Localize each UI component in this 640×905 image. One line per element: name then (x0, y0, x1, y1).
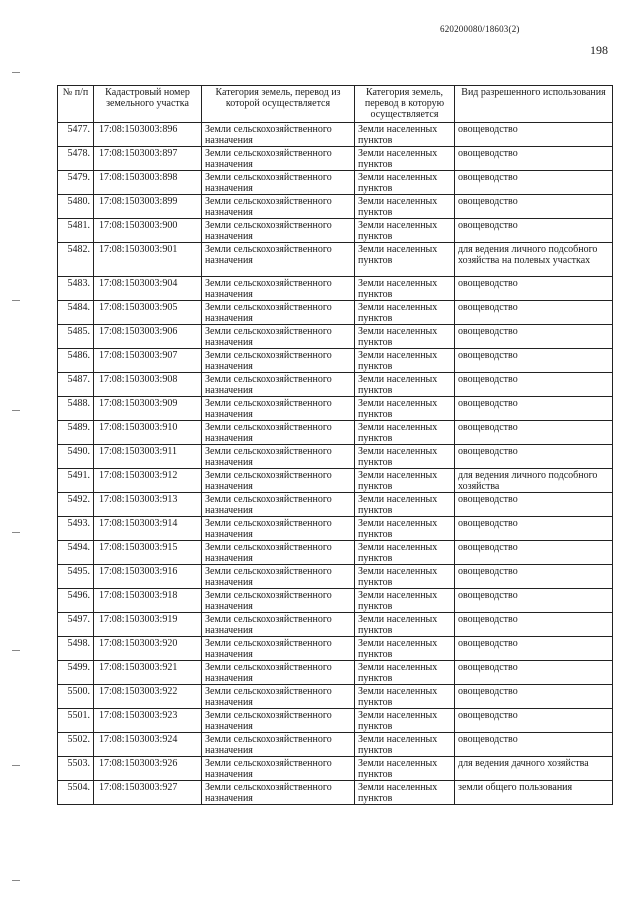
row-number: 5483. (58, 277, 94, 301)
category-from: Земли сельскохозяйственного назначения (202, 325, 355, 349)
category-to: Земли населенных пунктов (355, 565, 455, 589)
category-from: Земли сельскохозяйственного назначения (202, 781, 355, 805)
table-row (58, 349, 613, 373)
cadastral-number: 17:08:1503003:916 (94, 565, 202, 589)
cadastral-number: 17:08:1503003:924 (94, 733, 202, 757)
cadastral-number: 17:08:1503003:905 (94, 301, 202, 325)
cadastral-number: 17:08:1503003:927 (94, 781, 202, 805)
table-row (58, 541, 613, 565)
row-number: 5478. (58, 147, 94, 171)
permitted-use: овощеводство (455, 421, 613, 445)
table-row (58, 445, 613, 469)
category-to: Земли населенных пунктов (355, 781, 455, 805)
category-from: Земли сельскохозяйственного назначения (202, 147, 355, 171)
table-row (58, 421, 613, 445)
category-to: Земли населенных пунктов (355, 541, 455, 565)
cadastral-number: 17:08:1503003:915 (94, 541, 202, 565)
category-from: Земли сельскохозяйственного назначения (202, 397, 355, 421)
permitted-use: для ведения дачного хозяйства (455, 757, 613, 781)
cadastral-number: 17:08:1503003:900 (94, 219, 202, 243)
category-to: Земли населенных пунктов (355, 277, 455, 301)
row-number: 5493. (58, 517, 94, 541)
margin-mark (12, 765, 20, 766)
permitted-use: овощеводство (455, 219, 613, 243)
permitted-use: овощеводство (455, 661, 613, 685)
permitted-use: овощеводство (455, 301, 613, 325)
category-to: Земли населенных пунктов (355, 123, 455, 147)
category-to: Земли населенных пунктов (355, 373, 455, 397)
row-number: 5488. (58, 397, 94, 421)
category-from: Земли сельскохозяйственного назначения (202, 421, 355, 445)
row-number: 5489. (58, 421, 94, 445)
category-to: Земли населенных пунктов (355, 171, 455, 195)
category-from: Земли сельскохозяйственного назначения (202, 589, 355, 613)
row-number: 5486. (58, 349, 94, 373)
cadastral-number: 17:08:1503003:920 (94, 637, 202, 661)
category-from: Земли сельскохозяйственного назначения (202, 195, 355, 219)
row-number: 5490. (58, 445, 94, 469)
permitted-use: овощеводство (455, 325, 613, 349)
row-number: 5496. (58, 589, 94, 613)
category-from: Земли сельскохозяйственного назначения (202, 709, 355, 733)
permitted-use: овощеводство (455, 349, 613, 373)
cadastral-number: 17:08:1503003:898 (94, 171, 202, 195)
category-to: Земли населенных пунктов (355, 709, 455, 733)
row-number: 5477. (58, 123, 94, 147)
row-number: 5503. (58, 757, 94, 781)
cadastral-number: 17:08:1503003:913 (94, 493, 202, 517)
category-from: Земли сельскохозяйственного назначения (202, 565, 355, 589)
row-number: 5504. (58, 781, 94, 805)
cadastral-number: 17:08:1503003:904 (94, 277, 202, 301)
row-number: 5482. (58, 243, 94, 277)
table-row (58, 123, 613, 147)
category-to: Земли населенных пунктов (355, 613, 455, 637)
category-from: Земли сельскохозяйственного назначения (202, 277, 355, 301)
cadastral-number: 17:08:1503003:912 (94, 469, 202, 493)
category-to: Земли населенных пунктов (355, 243, 455, 277)
category-to: Земли населенных пунктов (355, 421, 455, 445)
row-number: 5481. (58, 219, 94, 243)
cadastral-number: 17:08:1503003:896 (94, 123, 202, 147)
category-to: Земли населенных пунктов (355, 685, 455, 709)
category-from: Земли сельскохозяйственного назначения (202, 733, 355, 757)
row-number: 5502. (58, 733, 94, 757)
column-header-permitted-use: Вид разрешенного использования (455, 86, 613, 123)
table-row (58, 147, 613, 171)
category-from: Земли сельскохозяйственного назначения (202, 123, 355, 147)
permitted-use: овощеводство (455, 123, 613, 147)
row-number: 5497. (58, 613, 94, 637)
category-from: Земли сельскохозяйственного назначения (202, 493, 355, 517)
table-row (58, 637, 613, 661)
permitted-use: овощеводство (455, 541, 613, 565)
table-row (58, 685, 613, 709)
cadastral-number: 17:08:1503003:911 (94, 445, 202, 469)
table-row (58, 277, 613, 301)
table-row (58, 733, 613, 757)
cadastral-number: 17:08:1503003:919 (94, 613, 202, 637)
margin-mark (12, 880, 20, 881)
category-from: Земли сельскохозяйственного назначения (202, 171, 355, 195)
table-row (58, 469, 613, 493)
category-to: Земли населенных пунктов (355, 517, 455, 541)
category-to: Земли населенных пунктов (355, 445, 455, 469)
permitted-use: овощеводство (455, 277, 613, 301)
page-number: 198 (590, 43, 608, 57)
row-number: 5501. (58, 709, 94, 733)
category-from: Земли сельскохозяйственного назначения (202, 541, 355, 565)
permitted-use: земли общего пользования (455, 781, 613, 805)
category-from: Земли сельскохозяйственного назначения (202, 243, 355, 277)
permitted-use: овощеводство (455, 171, 613, 195)
permitted-use: овощеводство (455, 709, 613, 733)
table-row (58, 565, 613, 589)
row-number: 5479. (58, 171, 94, 195)
category-from: Земли сельскохозяйственного назначения (202, 219, 355, 243)
permitted-use: для ведения личного подсобного хозяйства (455, 469, 613, 493)
category-from: Земли сельскохозяйственного назначения (202, 757, 355, 781)
cadastral-number: 17:08:1503003:897 (94, 147, 202, 171)
category-to: Земли населенных пунктов (355, 733, 455, 757)
category-to: Земли населенных пунктов (355, 301, 455, 325)
cadastral-number: 17:08:1503003:906 (94, 325, 202, 349)
column-header-cadastral: Кадастровый номер земельного участка (94, 86, 202, 123)
table-row (58, 373, 613, 397)
row-number: 5480. (58, 195, 94, 219)
table-row (58, 325, 613, 349)
table-row (58, 493, 613, 517)
table-row (58, 397, 613, 421)
permitted-use: овощеводство (455, 493, 613, 517)
row-number: 5491. (58, 469, 94, 493)
category-from: Земли сельскохозяйственного назначения (202, 349, 355, 373)
permitted-use: овощеводство (455, 195, 613, 219)
table-row (58, 781, 613, 805)
permitted-use: овощеводство (455, 517, 613, 541)
table-row (58, 589, 613, 613)
column-header-category-to: Категория земель, перевод в которую осуществляется (355, 86, 455, 123)
category-from: Земли сельскохозяйственного назначения (202, 685, 355, 709)
column-header-number: № п/п (58, 86, 94, 123)
row-number: 5495. (58, 565, 94, 589)
margin-mark (12, 72, 20, 73)
category-from: Земли сельскохозяйственного назначения (202, 301, 355, 325)
category-to: Земли населенных пунктов (355, 661, 455, 685)
category-from: Земли сельскохозяйственного назначения (202, 613, 355, 637)
column-header-category-from: Категория земель, перевод из которой осуществляется (202, 86, 355, 123)
cadastral-number: 17:08:1503003:922 (94, 685, 202, 709)
category-to: Земли населенных пунктов (355, 325, 455, 349)
land-plots-table (57, 85, 613, 805)
margin-mark (12, 300, 20, 301)
permitted-use: овощеводство (455, 445, 613, 469)
table-row (58, 613, 613, 637)
category-to: Земли населенных пунктов (355, 195, 455, 219)
cadastral-number: 17:08:1503003:899 (94, 195, 202, 219)
table-row (58, 195, 613, 219)
category-from: Земли сельскохозяйственного назначения (202, 469, 355, 493)
row-number: 5499. (58, 661, 94, 685)
permitted-use: овощеводство (455, 613, 613, 637)
cadastral-number: 17:08:1503003:923 (94, 709, 202, 733)
category-to: Земли населенных пунктов (355, 349, 455, 373)
category-to: Земли населенных пунктов (355, 147, 455, 171)
cadastral-number: 17:08:1503003:910 (94, 421, 202, 445)
cadastral-number: 17:08:1503003:921 (94, 661, 202, 685)
row-number: 5494. (58, 541, 94, 565)
category-to: Земли населенных пунктов (355, 397, 455, 421)
category-to: Земли населенных пунктов (355, 469, 455, 493)
margin-mark (12, 410, 20, 411)
cadastral-number: 17:08:1503003:909 (94, 397, 202, 421)
cadastral-number: 17:08:1503003:908 (94, 373, 202, 397)
cadastral-number: 17:08:1503003:918 (94, 589, 202, 613)
table-header-row (58, 86, 613, 123)
table-row (58, 709, 613, 733)
category-from: Земли сельскохозяйственного назначения (202, 637, 355, 661)
cadastral-number: 17:08:1503003:901 (94, 243, 202, 277)
row-number: 5487. (58, 373, 94, 397)
permitted-use: овощеводство (455, 637, 613, 661)
table-row (58, 219, 613, 243)
category-from: Земли сельскохозяйственного назначения (202, 517, 355, 541)
margin-mark (12, 650, 20, 651)
row-number: 5500. (58, 685, 94, 709)
table-row (58, 517, 613, 541)
document-id: 620200080/18603(2) (440, 24, 520, 34)
category-to: Земли населенных пунктов (355, 637, 455, 661)
row-number: 5484. (58, 301, 94, 325)
row-number: 5485. (58, 325, 94, 349)
table-row (58, 301, 613, 325)
permitted-use: для ведения личного подсобного хозяйства на полевых участках (455, 243, 613, 277)
row-number: 5492. (58, 493, 94, 517)
table-row (58, 243, 613, 277)
category-to: Земли населенных пунктов (355, 493, 455, 517)
table-row (58, 757, 613, 781)
table-row (58, 171, 613, 195)
category-from: Земли сельскохозяйственного назначения (202, 661, 355, 685)
cadastral-number: 17:08:1503003:926 (94, 757, 202, 781)
category-to: Земли населенных пунктов (355, 589, 455, 613)
margin-mark (12, 532, 20, 533)
cadastral-number: 17:08:1503003:914 (94, 517, 202, 541)
permitted-use: овощеводство (455, 565, 613, 589)
permitted-use: овощеводство (455, 685, 613, 709)
row-number: 5498. (58, 637, 94, 661)
category-from: Земли сельскохозяйственного назначения (202, 445, 355, 469)
permitted-use: овощеводство (455, 147, 613, 171)
permitted-use: овощеводство (455, 733, 613, 757)
permitted-use: овощеводство (455, 589, 613, 613)
permitted-use: овощеводство (455, 397, 613, 421)
category-from: Земли сельскохозяйственного назначения (202, 373, 355, 397)
permitted-use: овощеводство (455, 373, 613, 397)
table-row (58, 661, 613, 685)
cadastral-number: 17:08:1503003:907 (94, 349, 202, 373)
category-to: Земли населенных пунктов (355, 219, 455, 243)
category-to: Земли населенных пунктов (355, 757, 455, 781)
